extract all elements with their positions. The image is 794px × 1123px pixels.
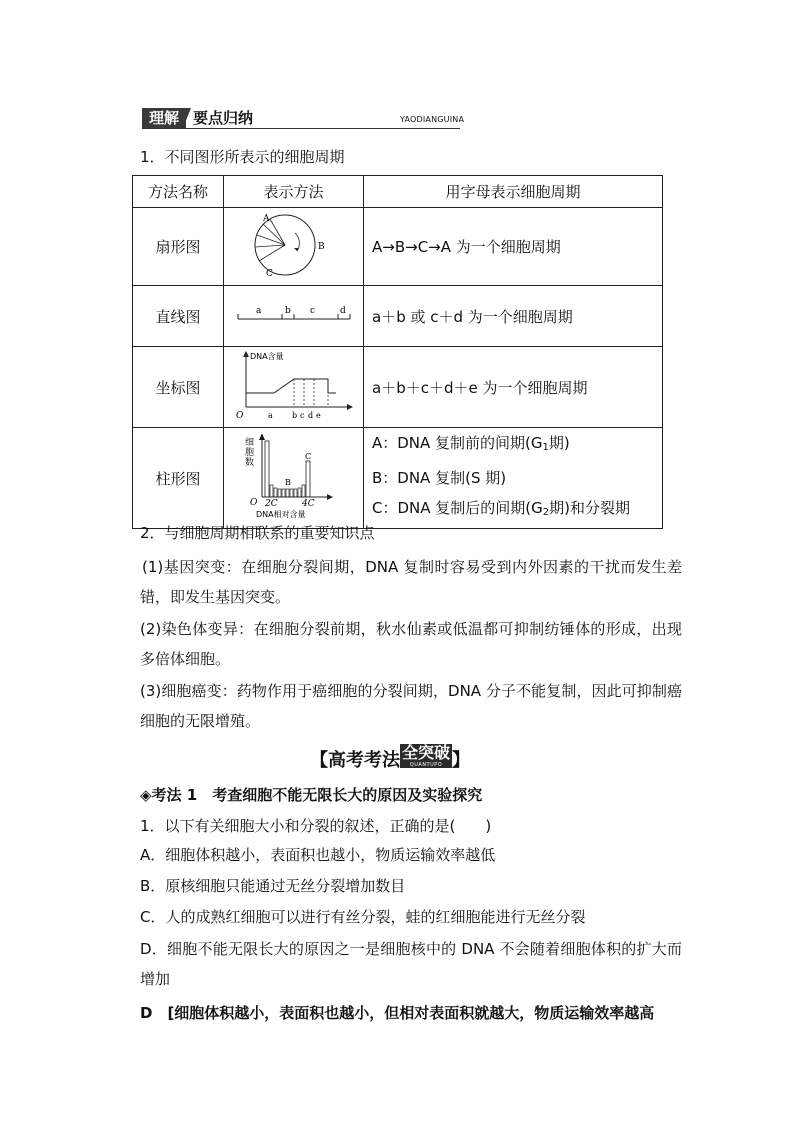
exam-heading — [140, 784, 482, 806]
coord-tick: c — [299, 411, 304, 420]
section-subtitle-en: YAODIANGUINA — [400, 115, 465, 124]
desc-line: 期)和分裂期 — [549, 499, 630, 517]
section-title: 要点归纳 — [193, 109, 254, 127]
desc-line: 期) — [548, 434, 570, 452]
section-tag-slant — [183, 108, 191, 128]
bar-label-b: B — [284, 478, 291, 487]
pie-diagram — [224, 208, 364, 286]
point-2: (2)染色体变异：在细胞分裂前期，秋水仙素或低温都可抑制纺锤体的形成，出现多倍体细胞。 — [140, 620, 682, 668]
section-banner — [310, 744, 470, 774]
banner-right: 】 — [452, 750, 471, 771]
header-rule — [142, 128, 460, 129]
line-label-d: d — [339, 306, 346, 316]
bar-xtick: 2C — [264, 499, 278, 509]
coord-diagram-svg — [232, 349, 356, 421]
option-a: A．细胞体积越小，表面积也越小，物质运输效率越低 — [140, 846, 496, 864]
method-name: 柱形图 — [133, 428, 224, 529]
bar-ylabel: 胞 — [244, 448, 254, 458]
method-name: 扇形图 — [133, 208, 224, 286]
pie-label-c: C — [265, 268, 273, 279]
answer-explanation: D [细胞体积越小，表面积也越小，但相对表面积就越大，物质运输效率越高 — [140, 1004, 655, 1022]
exam-heading-icon: ◈ — [140, 786, 152, 804]
cell-cycle-table — [132, 175, 663, 529]
line-label-c: c — [309, 306, 315, 316]
coord-origin: O — [235, 411, 243, 421]
pie-label-a: A — [262, 213, 269, 224]
bar-ylabel: 数 — [244, 458, 254, 468]
coord-tick: b — [291, 411, 297, 420]
method-desc — [364, 428, 663, 529]
banner-left: 【高考考法 — [310, 750, 400, 771]
section-tag: 理解 — [142, 108, 186, 128]
question-stem: 1．以下有关细胞大小和分裂的叙述，正确的是( ) — [140, 817, 492, 835]
line-diagram-svg — [232, 299, 356, 329]
table-header: 方法名称 — [133, 176, 224, 208]
bar-label-a: A — [258, 433, 265, 442]
option-c: C．人的成熟红细胞可以进行有丝分裂，蛙的红细胞能进行无丝分裂 — [140, 908, 586, 926]
point-3: (3)细胞癌变：药物作用于癌细胞的分裂间期，DNA 分子不能复制，因此可抑制癌细胞的无限增殖。 — [140, 682, 682, 730]
coord-ylabel: DNA含量 — [249, 352, 284, 361]
method-desc: a＋b 或 c＋d 为一个细胞周期 — [364, 286, 663, 347]
desc-subscript: 1 — [542, 442, 549, 453]
bar-diagram — [224, 428, 364, 529]
option-d: D．细胞不能无限长大的原因之一是细胞核中的 DNA 不会随着细胞体积的扩大而增加 — [140, 940, 682, 988]
section2-title: 2．与细胞周期相联系的重要知识点 — [140, 524, 375, 542]
line-label-a: a — [255, 306, 261, 316]
banner-highlight-text: 全突破 — [402, 743, 451, 762]
method-name: 直线图 — [133, 286, 224, 347]
method-name: 坐标图 — [133, 347, 224, 428]
desc-line: A：DNA 复制前的间期(G — [372, 434, 543, 452]
bar-xlabel: DNA相对含量 — [255, 510, 306, 519]
option-b: B．原核细胞只能通过无丝分裂增加数目 — [140, 877, 406, 895]
pie-diagram-svg — [239, 209, 349, 281]
table-header: 表示方法 — [224, 176, 364, 208]
line-diagram — [224, 286, 364, 347]
bar-diagram-svg — [232, 431, 356, 521]
section1-title: 1．不同图形所表示的细胞周期 — [140, 148, 345, 166]
table-header: 用字母表示细胞周期 — [364, 176, 663, 208]
desc-subscript: 2 — [542, 507, 550, 518]
coord-tick: e — [315, 411, 321, 420]
coord-diagram — [224, 347, 364, 428]
pie-label-b: B — [317, 241, 325, 252]
exam-heading-text: 考法 1 考查细胞不能无限长大的原因及实验探究 — [151, 786, 483, 804]
coord-tick: d — [307, 411, 313, 420]
desc-line: C：DNA 复制后的间期(G — [372, 499, 543, 517]
line-label-b: b — [284, 306, 291, 316]
method-desc: A→B→C→A 为一个细胞周期 — [364, 208, 663, 286]
bar-ylabel: 细 — [244, 438, 254, 448]
coord-tick: a — [267, 411, 273, 420]
point-1: (1)基因突变：在细胞分裂间期，DNA 复制时容易受到内外因素的干扰而发生差错，即发生基因突变。 — [140, 558, 682, 606]
bar-label-c: C — [304, 452, 311, 461]
bar-origin: O — [249, 498, 257, 508]
banner-highlight-en: QUANTUPO — [409, 762, 443, 768]
desc-line: B：DNA 复制(S 期) — [372, 469, 507, 487]
method-desc: a＋b＋c＋d＋e 为一个细胞周期 — [364, 347, 663, 428]
banner-highlight — [400, 744, 452, 768]
bar-xtick: 4C — [301, 499, 315, 509]
